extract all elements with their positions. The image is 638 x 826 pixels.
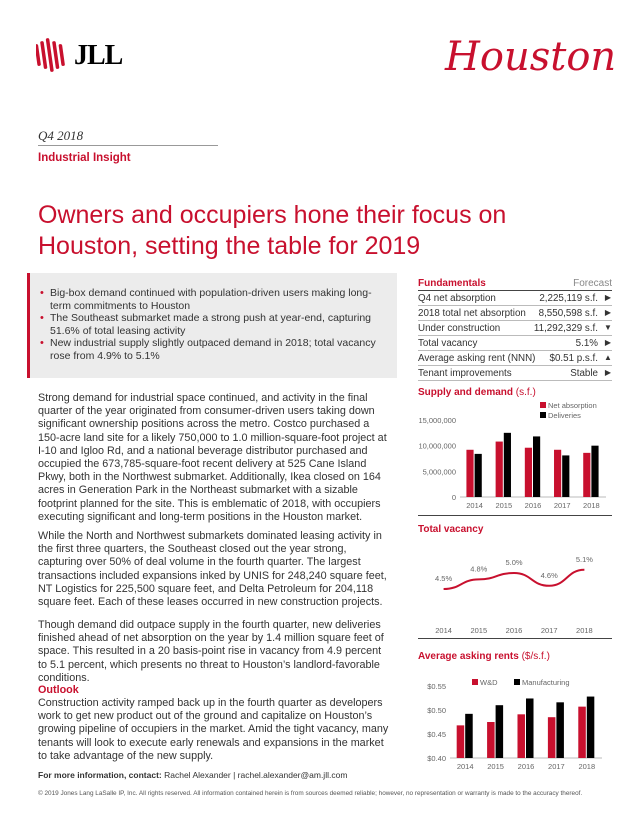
- report-type: Industrial Insight: [38, 152, 131, 164]
- bar-deliveries: [475, 454, 482, 497]
- chart-unit: ($/s.f.): [521, 651, 550, 662]
- chart-title: [418, 387, 612, 398]
- chart-title-text: Supply and demand: [418, 387, 514, 398]
- vacancy-line: [444, 570, 585, 589]
- table-row: [418, 306, 612, 321]
- row-label: Under construction: [418, 322, 501, 334]
- summary-box: [27, 273, 397, 378]
- bar-w-d: [487, 722, 495, 758]
- x-tick-label: 2015: [470, 626, 488, 635]
- row-value: $0.51 p.s.f.: [549, 352, 598, 364]
- supply-demand-chart: [418, 387, 612, 523]
- x-tick-label: 2016: [505, 626, 523, 635]
- bar-w-d: [457, 725, 465, 758]
- x-tick-label: 2014: [456, 762, 474, 771]
- bar-manufacturing: [526, 698, 534, 758]
- divider: [418, 515, 612, 516]
- bar-deliveries: [504, 433, 511, 497]
- x-tick-label: 2016: [517, 762, 535, 771]
- data-label: 4.6%: [540, 570, 558, 580]
- x-tick-label: 2018: [583, 501, 600, 510]
- arrow-right-icon: ▶: [604, 338, 612, 347]
- bar-net-absorption: [466, 450, 473, 497]
- summary-bullet: • The Southeast submarket made a strong push at year-end, capturing 51.6% of total leasing activity: [40, 312, 385, 337]
- outlook-paragraph: Construction activity ramped back up in the fourth quarter as developers work to get new product out of the ground and capitalize on Houston’s growing pipeline of occupiers in the market. Amid the tight vacancy, many tenants will look to execute early renewals and expansions in the market to take advantage of the new supply.: [38, 697, 389, 762]
- divider: [38, 145, 218, 146]
- x-tick-label: 2015: [487, 762, 504, 771]
- fundamentals-header: [418, 278, 612, 291]
- asking-rents-svg: [418, 662, 612, 777]
- divider: [418, 638, 612, 639]
- row-label: Total vacancy: [418, 337, 478, 349]
- x-tick-label: 2014: [435, 626, 452, 635]
- legend-swatch: [514, 679, 520, 685]
- bar-w-d: [578, 707, 586, 758]
- legend-label: Manufacturing: [522, 678, 570, 687]
- fundamentals-table: [418, 278, 612, 381]
- forecast-label: Forecast: [573, 278, 612, 289]
- arrow-right-icon: ▶: [604, 308, 612, 317]
- row-value: 2,225,119 s.f.: [539, 292, 598, 304]
- row-value: 5.1%: [575, 337, 598, 349]
- chart-unit: (s.f.): [515, 387, 536, 398]
- row-label: Average asking rent (NNN): [418, 352, 536, 364]
- logo-wordmark: JLL: [74, 40, 123, 71]
- x-tick-label: 2015: [495, 501, 513, 510]
- table-row: [418, 321, 612, 336]
- row-value: Stable: [570, 367, 598, 379]
- bar-manufacturing: [465, 714, 473, 758]
- x-tick-label: 2018: [576, 626, 593, 635]
- x-tick-label: 2017: [553, 501, 571, 510]
- table-row: [418, 291, 612, 306]
- row-value: 8,550,598 s.f.: [538, 307, 598, 319]
- y-tick-label: 5,000,000: [422, 467, 456, 477]
- copyright: © 2019 Jones Lang LaSalle IP, Inc. All rights reserved. All information contained herein is from sources deemed reliable; however, no representation or warranty is made to the accuracy thereof.: [38, 790, 583, 797]
- row-label: 2018 total net absorption: [418, 307, 526, 319]
- body-paragraph: Strong demand for industrial space continued, and activity in the final quarter of the year originated from consumer-driven users taking down significant ownership positions across the metro. Costco purchased a 150-acre land site for a likely 750,000 to 1.0 million-square-foot project at I-10 and Igloo Rd, and a national beverage distributor purchased and occupied the 673,785-square-foot recent delivery at 525 Cane Island Pkwy, both in the Northwest submarket. Additionally, Ikea closed on 164 acres in Generation Park in the Northeast submarket with a sizable footprint planned for the site. This is emblematic of 2018, with occupiers executing significant and long-term positions in the Houston market.: [38, 392, 387, 523]
- data-label: 5.0%: [505, 558, 523, 567]
- body-paragraph: Though demand did outpace supply in the fourth quarter, new deliveries finished ahead of net absorption on the year by 1.4 million square feet of space. This resulted in a 20 basis-point rise in vacancy from 4.9 percent to 5.1 percent, which presents no threat to Houston’s landlord-favorable conditions.: [38, 619, 384, 684]
- x-tick-label: 2017: [548, 762, 565, 771]
- jll-logo: [36, 38, 146, 74]
- bar-net-absorption: [554, 450, 561, 497]
- report-quarter: Q4 2018: [38, 128, 84, 143]
- legend-label: Net absorption: [548, 401, 597, 410]
- x-tick-label: 2017: [540, 626, 558, 635]
- legend-label: Deliveries: [548, 411, 581, 420]
- table-row: [418, 366, 612, 381]
- legend-label: W&D: [480, 678, 498, 687]
- y-tick-label: $0.45: [427, 730, 446, 739]
- arrow-right-icon: ▶: [604, 293, 612, 302]
- asking-rents-chart: [418, 651, 612, 782]
- legend-swatch: [540, 402, 546, 408]
- row-value: 11,292,329 s.f.: [533, 322, 598, 334]
- legend-swatch: [540, 412, 546, 418]
- table-row: [418, 336, 612, 351]
- y-tick-label: 10,000,000: [418, 441, 456, 451]
- chart-title-text: Average asking rents: [418, 651, 519, 662]
- data-label: 4.8%: [470, 564, 488, 574]
- bar-net-absorption: [583, 453, 590, 497]
- x-tick-label: 2018: [578, 762, 596, 771]
- arrow-down-icon: ▼: [604, 323, 612, 332]
- bar-deliveries: [562, 455, 569, 497]
- vacancy-svg: [418, 535, 612, 640]
- chart-title-text: Total vacancy: [418, 524, 484, 535]
- body-paragraph: While the North and Northwest submarkets dominated leasing activity in the first three quarters, the Southeast closed out the year strong, capturing over 50% of deal volume in the fourth quarter. The largest transactions included expansions inked by UNIS for 248,240 square feet, NT Logistics for 225,500 square feet, and Delta Petroleum for 204,118 square feet. Each of these leases occurred in new construction projects.: [38, 530, 387, 609]
- contact-line: [38, 770, 347, 780]
- y-tick-label: $0.55: [427, 682, 446, 691]
- page-headline: Owners and occupiers hone their focus on Houston, setting the table for 2019: [38, 201, 507, 260]
- data-label: 5.1%: [575, 554, 593, 564]
- bar-net-absorption: [525, 448, 532, 497]
- arrow-up-icon: ▲: [604, 353, 612, 362]
- summary-bullet: • New industrial supply slightly outpaced demand in 2018; total vacancy rose from 4.9% to 5.1%: [40, 337, 385, 362]
- x-tick-label: 2016: [524, 501, 542, 510]
- y-tick-label: $0.40: [427, 754, 446, 763]
- vacancy-chart: [418, 524, 612, 645]
- contact-name[interactable]: Rachel Alexander | rachel.alexander@am.jll.com: [164, 770, 348, 780]
- row-label: Q4 net absorption: [418, 292, 496, 304]
- bar-manufacturing: [556, 702, 564, 758]
- table-row: [418, 351, 612, 366]
- bar-deliveries: [533, 436, 540, 497]
- outlook-title: Outlook: [38, 684, 79, 696]
- bar-w-d: [517, 714, 525, 758]
- legend-swatch: [472, 679, 478, 685]
- summary-bullet: • Big-box demand continued with population-driven users making long-term commitments to Houston: [40, 287, 385, 312]
- y-tick-label: 0: [451, 493, 456, 502]
- data-label: 4.5%: [435, 574, 453, 583]
- arrow-right-icon: ▶: [604, 368, 612, 377]
- bar-manufacturing: [587, 697, 595, 758]
- y-tick-label: 15,000,000: [418, 416, 456, 425]
- supply-demand-svg: [418, 398, 612, 518]
- y-tick-label: $0.50: [427, 706, 446, 715]
- x-tick-label: 2014: [466, 501, 483, 510]
- bar-manufacturing: [496, 705, 504, 758]
- chart-title: [418, 651, 612, 662]
- city-title: Houston: [445, 34, 617, 80]
- row-label: Tenant improvements: [418, 367, 512, 379]
- bar-deliveries: [591, 446, 598, 497]
- bar-net-absorption: [496, 442, 503, 497]
- bar-w-d: [548, 717, 556, 758]
- contact-label: For more information, contact:: [38, 770, 162, 780]
- fundamentals-title: Fundamentals: [418, 278, 486, 289]
